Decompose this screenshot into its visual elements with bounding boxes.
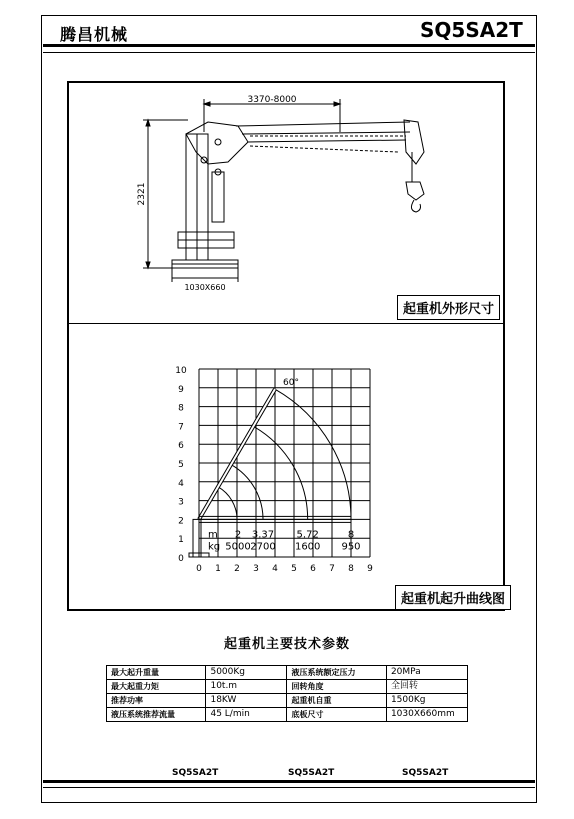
spec-value: 1500Kg [386,694,467,708]
brand-name: 腾昌机械 [60,25,129,44]
capacity-load: 2700 [250,541,276,553]
angle-label: 60° [283,378,299,389]
x-tick-label: 1 [215,564,221,574]
footer-model-1: SQ5SA2T [172,768,219,778]
spec-label: 回转角度 [287,680,386,694]
spec-label: 推荐功率 [107,694,206,708]
y-tick-label: 0 [178,554,184,564]
footer-rule [43,780,535,783]
footer-model-3: SQ5SA2T [402,768,449,778]
height-dimension-label: 2321 [137,182,147,206]
unit-m-label: m [208,529,218,541]
spec-label: 底板尺寸 [287,708,386,722]
boom-tip [404,120,424,164]
crane-dimension-drawing [68,82,504,322]
capacity-radius: 8 [347,529,355,541]
header-rule-thin [43,52,535,53]
spec-row [107,694,468,708]
spec-value: 20MPa [386,666,467,680]
spec-value: 1030X660mm [386,708,467,722]
hook [411,200,420,212]
spec-value: 45 L/min [206,708,287,722]
header-rule [43,44,535,47]
footer-rule-thin [43,787,535,788]
telescopic-boom [236,122,410,126]
capacity-radius: 2 [234,529,242,541]
base-dimension-label: 1030X660 [184,283,226,292]
capacity-load: 950 [341,541,361,553]
y-tick-label: 1 [178,535,184,546]
lift-curve-caption: 起重机起升曲线图 [395,585,511,610]
hook-block [406,182,424,200]
reach-dimension-label: 3370-8000 [247,95,297,105]
lift-curve-chart [68,324,504,610]
x-tick-label: 6 [310,564,316,574]
x-tick-label: 7 [329,564,335,574]
spec-title: 起重机主要技术参数 [223,637,350,652]
x-tick-label: 9 [367,564,373,574]
x-tick-label: 5 [291,564,297,574]
luffing-cylinder [212,172,224,222]
spec-label: 最大起重力矩 [107,680,206,694]
capacity-load: 5000 [225,541,251,553]
x-tick-label: 3 [253,564,259,574]
capacity-load: 1600 [294,541,321,553]
capacity-radius: 3.37 [251,529,275,541]
y-tick-label: 5 [178,460,184,470]
spec-value: 18KW [206,694,287,708]
x-tick-label: 8 [348,564,354,574]
spec-value: 10t.m [206,680,287,694]
x-tick-label: 2 [234,564,240,574]
spec-row [107,708,468,722]
spec-value: 全回转 [386,680,467,694]
capacity-radius: 5.72 [296,529,319,541]
spec-value: 5000Kg [206,666,287,680]
y-tick-label: 10 [175,366,187,376]
y-tick-label: 9 [178,384,184,395]
spec-label: 最大起升重量 [107,666,206,680]
spec-row [107,666,468,680]
y-tick-label: 3 [178,497,184,508]
dimension-caption: 起重机外形尺寸 [397,295,500,320]
y-tick-label: 6 [178,441,184,452]
y-tick-label: 2 [178,516,184,527]
spec-row [107,680,468,694]
spec-label: 液压系统推荐流量 [107,708,206,722]
unit-kg-label: kg [208,541,221,553]
spec-label: 起重机自重 [287,694,386,708]
model-number: SQ5SA2T [420,18,523,42]
spec-label: 液压系统额定压力 [287,666,386,680]
footer-model-2: SQ5SA2T [288,768,335,778]
y-tick-label: 7 [178,422,184,433]
spec-table [106,665,468,722]
x-tick-label: 0 [196,564,202,574]
y-tick-label: 4 [178,478,184,489]
boom-knuckle [186,122,248,164]
x-tick-label: 4 [272,564,278,574]
y-tick-label: 8 [178,403,184,414]
range-arc [218,487,237,520]
